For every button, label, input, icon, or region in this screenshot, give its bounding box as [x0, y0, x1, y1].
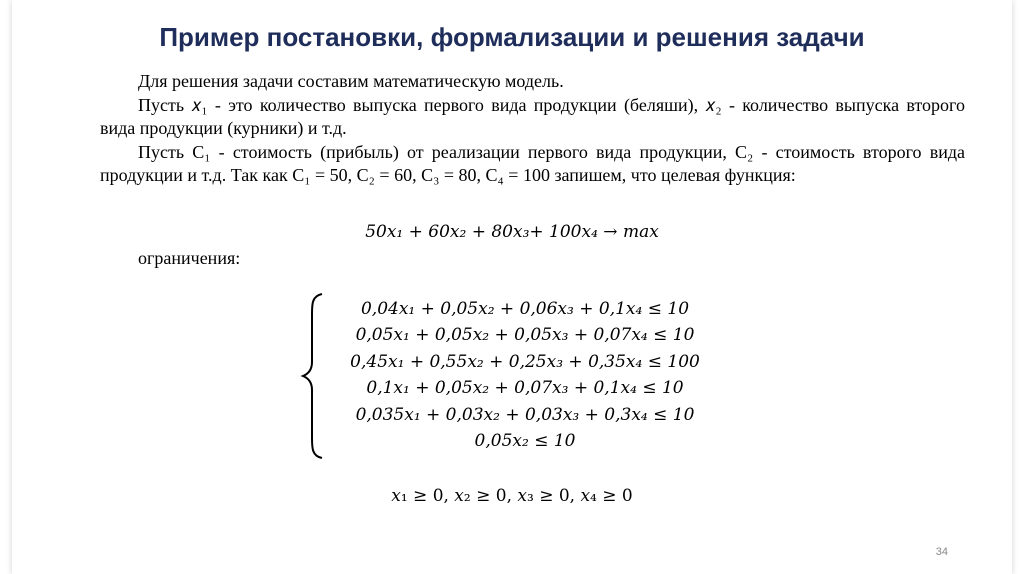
constraint-row: 0,04𝑥₁ + 0,05𝑥₂ + 0,06𝑥₃ + 0,1𝑥₄ ≤ 10	[360, 299, 690, 319]
constraints-system	[325, 296, 725, 454]
constraint-row: 0,45𝑥₁ + 0,55𝑥₂ + 0,25𝑥₃ + 0,35𝑥₄ ≤ 100	[350, 351, 700, 372]
paragraph-intro: Для решения задачи составим математическую модель.	[138, 71, 564, 91]
constraint-row: 0,05𝑥₁ + 0,05𝑥₂ + 0,05𝑥₃ + 0,07𝑥₄ ≤ 10	[355, 325, 695, 346]
nonnegativity-constraints: 𝑥₁ ≥ 0, 𝑥₂ ≥ 0, 𝑥₃ ≥ 0, 𝑥₄ ≥ 0	[391, 486, 633, 506]
paragraph-costs: Пусть C₁ - стоимость (прибыль) от реализации первого вида продукции, C₂ - стоимость второго вида продукции и т.д. Так как C₁ = 50, C₂ = 60, C₃ = 80, C₄ = 100 запишем, что целевая функция:	[100, 141, 965, 185]
body-text	[100, 70, 965, 188]
constraint-row: 0,05𝑥₂ ≤ 10	[474, 431, 576, 452]
constraint-row: 0,1𝑥₁ + 0,05𝑥₂ + 0,07𝑥₃ + 0,1𝑥₄ ≤ 10	[366, 378, 684, 399]
slide-title: Пример постановки, формализации и решения задачи	[159, 22, 865, 52]
constraints-label: ограничения:	[138, 248, 241, 268]
constraint-row: 0,035𝑥₁ + 0,03𝑥₂ + 0,03𝑥₃ + 0,3𝑥₄ ≤ 10	[355, 404, 695, 425]
paragraph-variables: Пусть 𝑥₁ - это количество выпуска первого вида продукции (беляши), 𝑥₂ - количество выпуска второго вида продукции (курники) и т.д.	[100, 94, 965, 138]
objective-function: 50𝑥₁ + 60𝑥₂ + 80𝑥₃+ 100𝑥₄ → 𝑚𝑎𝑥	[365, 222, 659, 242]
page-number: 34	[935, 546, 948, 558]
